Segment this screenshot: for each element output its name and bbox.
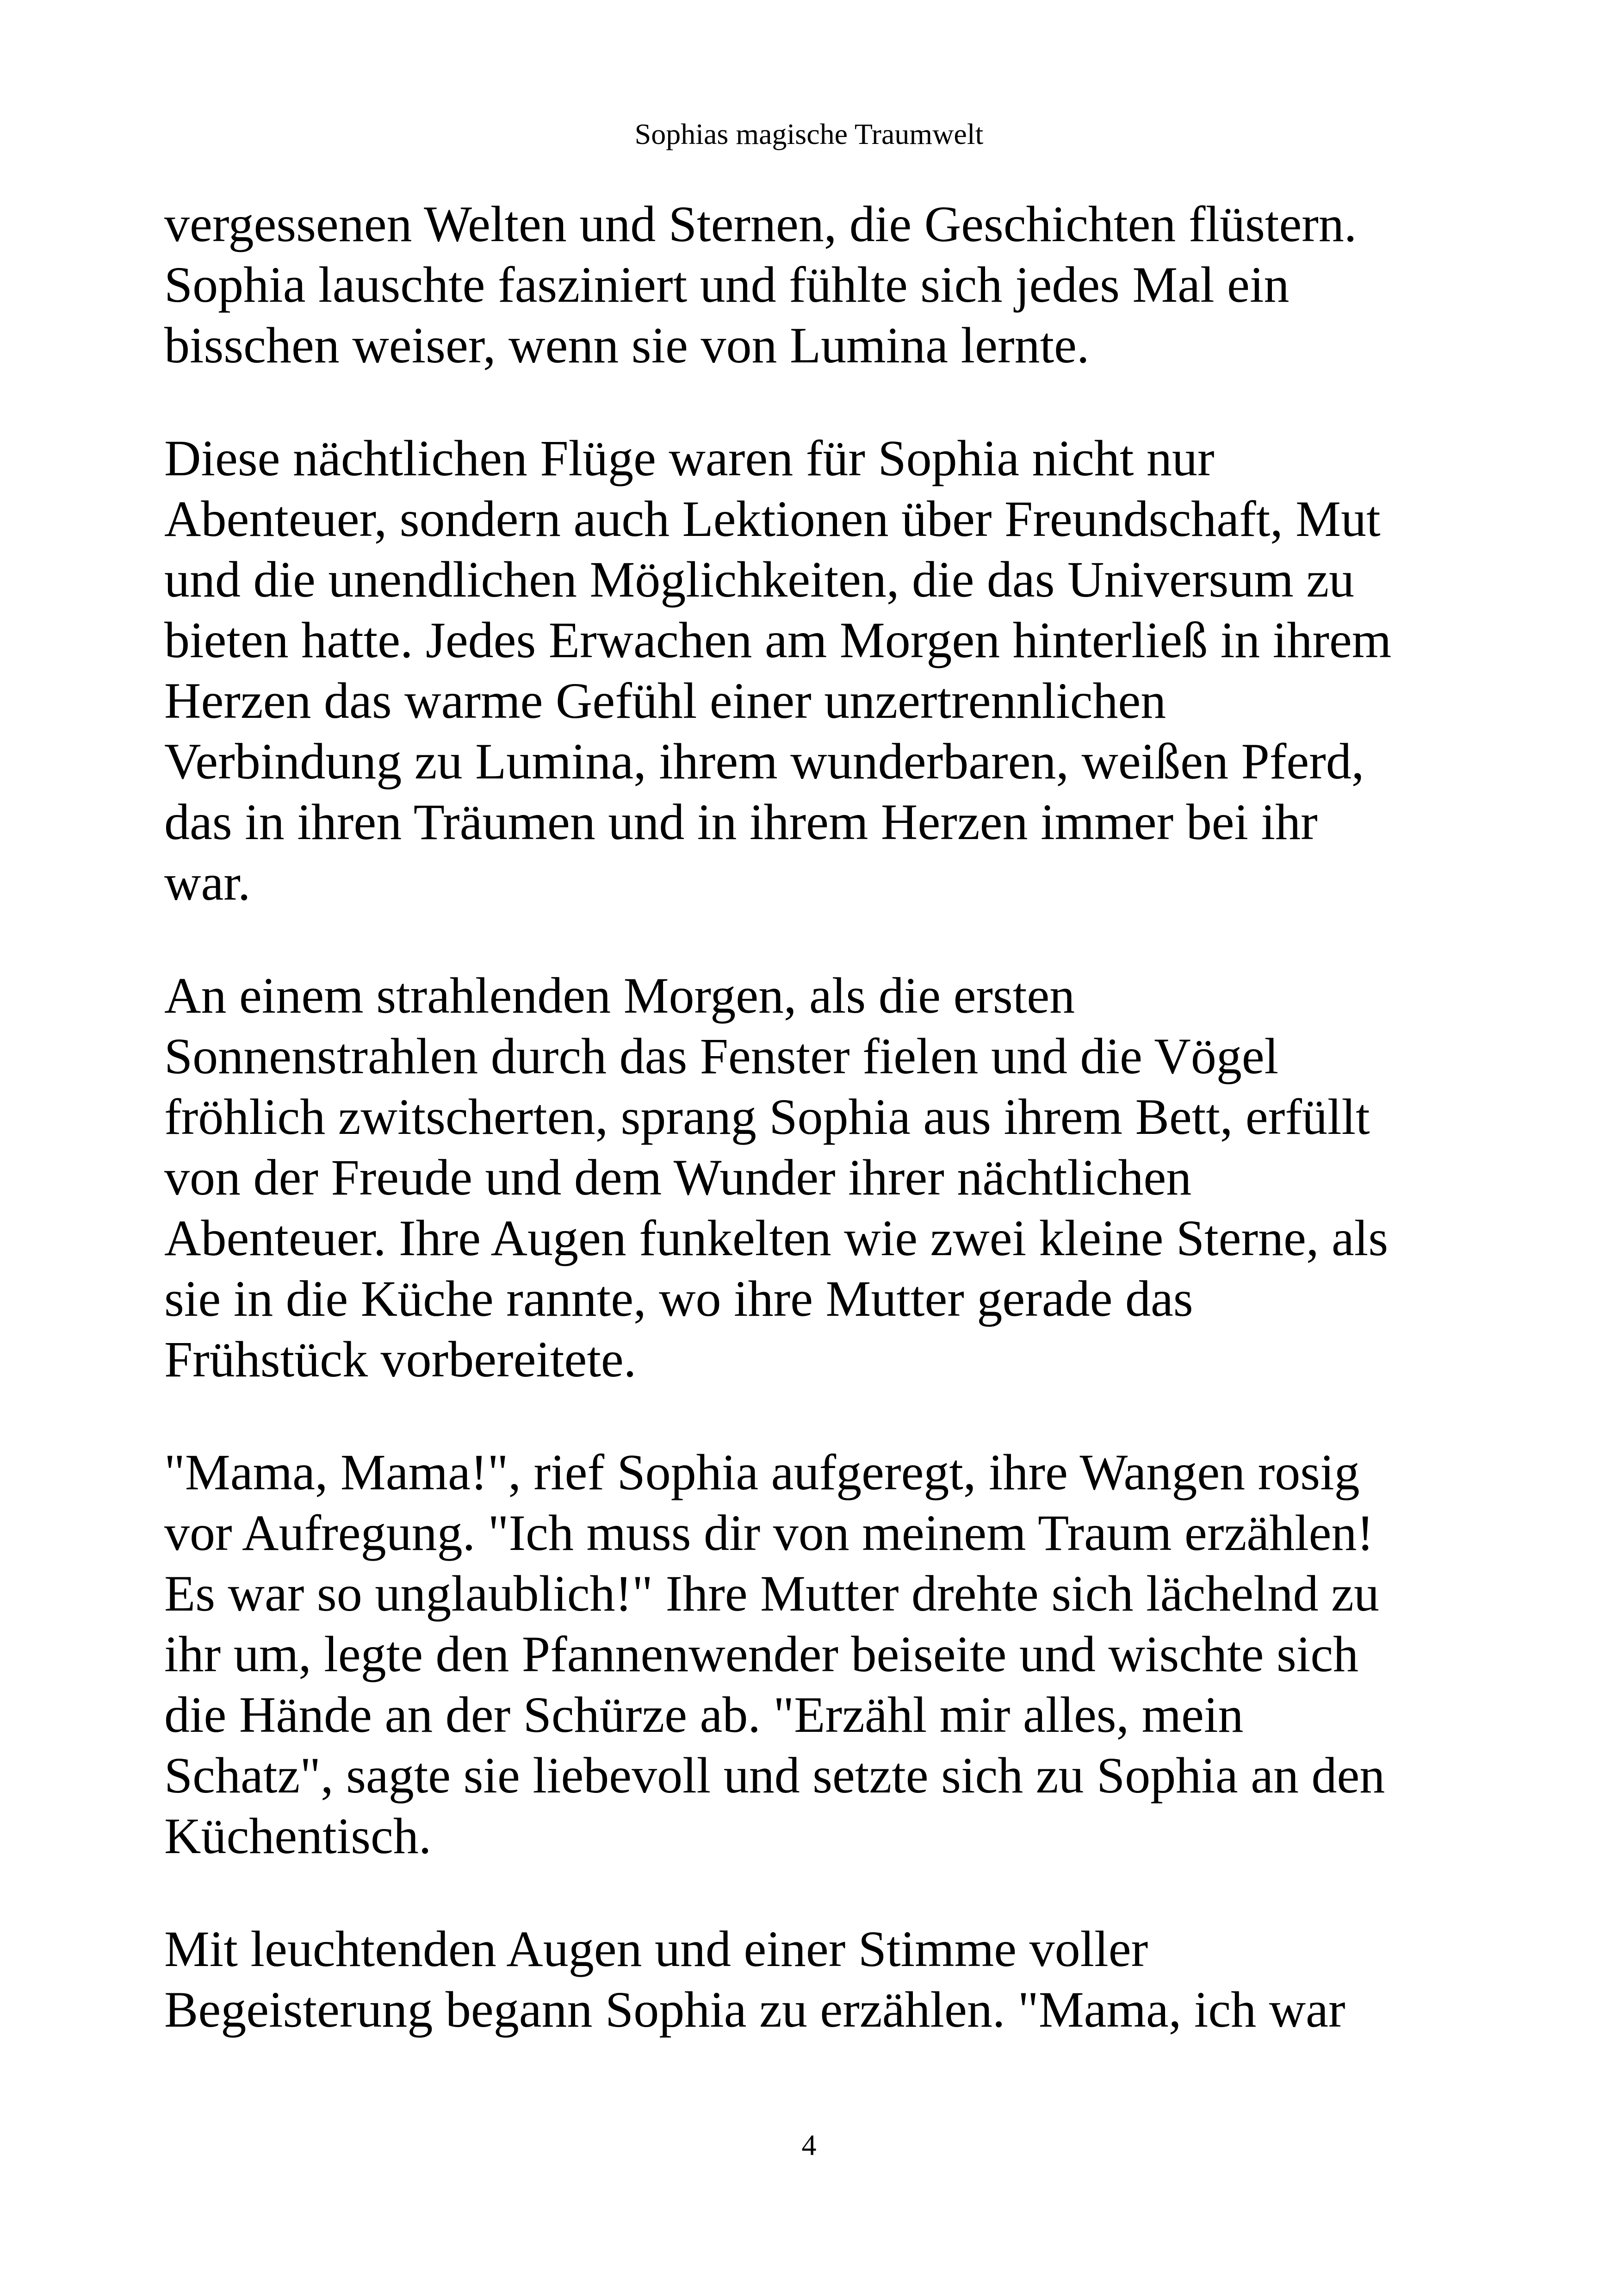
text-line: Mit leuchtenden Augen und einer Stimme voller bbox=[164, 1921, 1148, 1977]
text-line: Sonnenstrahlen durch das Fenster fielen und die Vögel bbox=[164, 1028, 1279, 1084]
text-line: und die unendlichen Möglichkeiten, die das Universum zu bbox=[164, 551, 1355, 608]
page-number: 4 bbox=[801, 2128, 817, 2161]
text-line: von der Freude und dem Wunder ihrer nächtlichen bbox=[164, 1149, 1192, 1206]
paragraph bbox=[164, 1442, 1460, 1867]
text-line: Begeisterung begann Sophia zu erzählen. "Mama, ich war bbox=[164, 1981, 1345, 2038]
text-line: vor Aufregung. "Ich muss dir von meinem Traum erzählen! bbox=[164, 1505, 1374, 1561]
text-line: ihr um, legte den Pfannenwender beiseite und wischte sich bbox=[164, 1626, 1359, 1682]
text-line: das in ihren Träumen und in ihrem Herzen immer bei ihr bbox=[164, 794, 1318, 850]
text-line: bieten hatte. Jedes Erwachen am Morgen hinterließ in ihrem bbox=[164, 612, 1392, 668]
text-line: Diese nächtlichen Flüge waren für Sophia nicht nur bbox=[164, 430, 1215, 486]
text-line: fröhlich zwitscherten, sprang Sophia aus ihrem Bett, erfüllt bbox=[164, 1089, 1370, 1145]
text-line: Es war so unglaublich!" Ihre Mutter drehte sich lächelnd zu bbox=[164, 1565, 1379, 1622]
text-line: vergessenen Welten und Sternen, die Geschichten flüstern. bbox=[164, 196, 1357, 252]
text-line: die Hände an der Schürze ab. "Erzähl mir alles, mein bbox=[164, 1686, 1244, 1743]
paragraph bbox=[164, 965, 1460, 1390]
text-line: An einem strahlenden Morgen, als die ersten bbox=[164, 967, 1075, 1024]
text-line: sie in die Küche rannte, wo ihre Mutter gerade das bbox=[164, 1270, 1193, 1327]
running-header: Sophias magische Traumwelt bbox=[634, 118, 984, 150]
text-line: Schatz", sagte sie liebevoll und setzte sich zu Sophia an den bbox=[164, 1747, 1385, 1804]
text-line: Abenteuer, sondern auch Lektionen über Freundschaft, Mut bbox=[164, 491, 1381, 547]
text-line: Küchentisch. bbox=[164, 1808, 432, 1864]
text-line: "Mama, Mama!", rief Sophia aufgeregt, ihre Wangen rosig bbox=[164, 1444, 1360, 1500]
text-line: Abenteuer. Ihre Augen funkelten wie zwei kleine Sterne, als bbox=[164, 1210, 1389, 1266]
paragraph bbox=[164, 428, 1460, 913]
text-line: bisschen weiser, wenn sie von Lumina lernte. bbox=[164, 317, 1090, 373]
text-line: Herzen das warme Gefühl einer unzertrennlichen bbox=[164, 672, 1166, 729]
text-line: war. bbox=[164, 854, 251, 911]
paragraph bbox=[164, 194, 1460, 376]
text-line: Frühstück vorbereitete. bbox=[164, 1331, 637, 1388]
text-line: Verbindung zu Lumina, ihrem wunderbaren, weißen Pferd, bbox=[164, 733, 1364, 790]
body-text bbox=[164, 194, 1460, 2092]
text-line: Sophia lauschte fasziniert und fühlte sich jedes Mal ein bbox=[164, 256, 1289, 313]
paragraph bbox=[164, 1919, 1460, 2040]
